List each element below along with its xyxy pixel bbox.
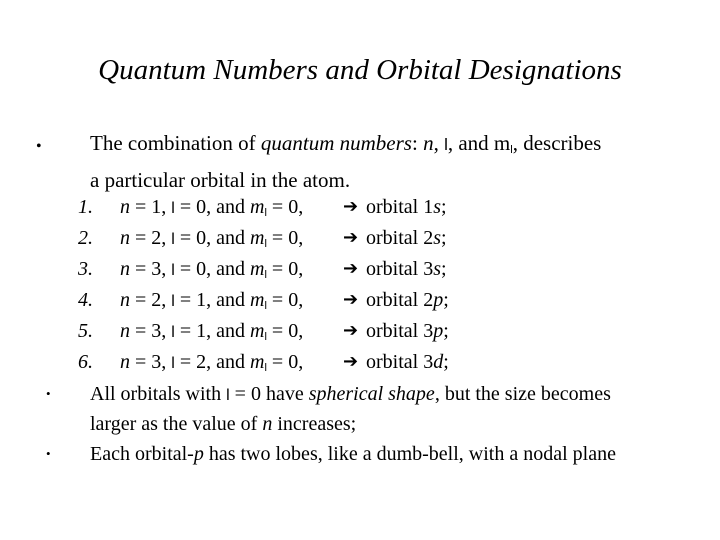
list-item	[0, 222, 720, 254]
list-number: 4.	[78, 289, 93, 311]
quantum-numbers: n = 2, l = 0, and ml = 0,	[120, 227, 304, 250]
list-number: 6.	[78, 351, 93, 373]
arrow-icon: ➔	[343, 196, 359, 217]
lobes-paragraph: Each orbital-p has two lobes, like a dumb-bell, with a nodal plane	[90, 443, 616, 465]
list-item	[0, 191, 720, 223]
list-number: 5.	[78, 320, 93, 342]
intro-paragraph: The combination of quantum numbers: n, l, and ml, describes a particular orbital in the atom.	[90, 131, 602, 192]
list-item	[0, 253, 720, 285]
quantum-numbers: n = 3, l = 0, and ml = 0,	[120, 258, 304, 281]
orbital-label: orbital 1s;	[366, 196, 447, 218]
list-number: 2.	[78, 227, 93, 249]
quantum-numbers: n = 1, l = 0, and ml = 0,	[120, 196, 304, 219]
list-item	[0, 284, 720, 316]
arrow-icon: ➔	[343, 320, 359, 341]
spherical-paragraph: All orbitals with l = 0 have spherical shape, but the size becomes larger as the value of n increases;	[90, 383, 611, 435]
arrow-icon: ➔	[343, 351, 359, 372]
orbital-label: orbital 3s;	[366, 258, 447, 280]
arrow-icon: ➔	[343, 258, 359, 279]
list-item	[0, 346, 720, 378]
quantum-numbers: n = 3, l = 2, and ml = 0,	[120, 351, 304, 374]
orbital-label: orbital 2s;	[366, 227, 447, 249]
orbital-label: orbital 3d;	[366, 351, 449, 373]
bullet-3: •	[46, 446, 51, 461]
orbital-label: orbital 2p;	[366, 289, 449, 311]
arrow-icon: ➔	[343, 289, 359, 310]
bullet-1: •	[36, 138, 42, 155]
list-item	[0, 315, 720, 347]
list-number: 3.	[78, 258, 93, 280]
quantum-numbers: n = 3, l = 1, and ml = 0,	[120, 320, 304, 343]
orbital-label: orbital 3p;	[366, 320, 449, 342]
bullet-2: •	[46, 386, 51, 401]
list-number: 1.	[78, 196, 93, 218]
arrow-icon: ➔	[343, 227, 359, 248]
quantum-numbers: n = 2, l = 1, and ml = 0,	[120, 289, 304, 312]
page-title: Quantum Numbers and Orbital Designations	[98, 54, 622, 86]
